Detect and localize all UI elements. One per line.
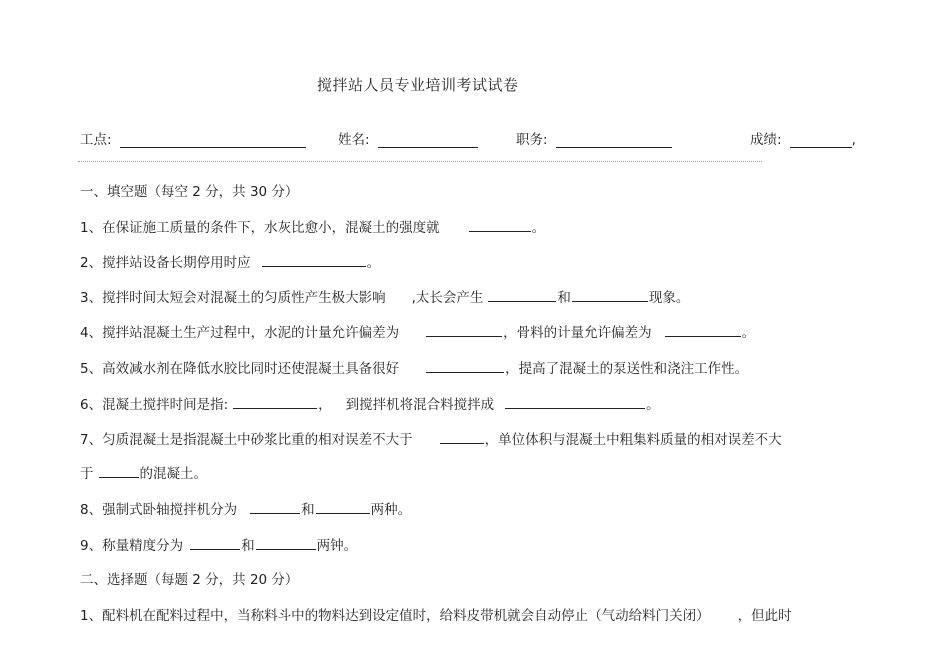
exam-header-fields	[0, 128, 950, 150]
question-1-2	[80, 251, 380, 271]
question-text: 两钟。	[316, 538, 358, 554]
site-field	[80, 128, 306, 148]
question-text: ，但此时	[737, 608, 792, 624]
question-text: 两种。	[370, 502, 412, 518]
question-text: 4、搅拌站混凝土生产过程中，水泥的计量允许偏差为	[80, 325, 400, 341]
name-field	[338, 128, 478, 148]
name-blank[interactable]	[378, 133, 478, 148]
question-text: 现象。	[648, 290, 690, 306]
question-text: 于	[80, 466, 94, 482]
section2-heading: 二、选择题（每题 2 分，共 20 分）	[80, 572, 299, 588]
answer-blank[interactable]	[572, 289, 648, 302]
question-text: 。	[531, 220, 546, 236]
question-text: 。	[646, 397, 660, 413]
exam-title: 搅拌站人员专业培训考试试卷	[317, 76, 519, 94]
question-text: ，骨料的计量允许偏差为	[503, 325, 652, 341]
question-text: 。	[366, 255, 381, 271]
site-blank[interactable]	[120, 133, 306, 148]
question-2-1	[80, 604, 792, 624]
question-text: 到搅拌机将混合料搅拌成	[345, 397, 495, 413]
answer-blank[interactable]	[233, 396, 317, 409]
question-text: 7、匀质混凝土是指混凝土中砂浆比重的相对误差不大于	[80, 432, 413, 448]
question-text: 1、配料机在配料过程中，当称料斗中的物料达到设定值时，给料皮带机就会自动停止（气动给料门关闭）	[80, 608, 710, 624]
site-label: 工点:	[80, 132, 112, 148]
question-1-3	[80, 286, 689, 306]
answer-blank[interactable]	[488, 289, 556, 302]
question-1-5	[80, 357, 748, 377]
answer-blank[interactable]	[256, 537, 316, 550]
score-blank[interactable]	[790, 133, 852, 148]
question-text: 和	[241, 538, 255, 554]
section1-heading: 一、填空题（每空 2 分，共 30 分）	[80, 184, 299, 200]
answer-blank[interactable]	[262, 254, 366, 267]
question-1-7-continued	[80, 462, 207, 482]
question-text: 的混凝土。	[139, 466, 207, 482]
answer-blank[interactable]	[665, 324, 741, 337]
question-text: ,太长会产生	[411, 290, 484, 306]
question-1-8	[80, 498, 411, 518]
question-1-9	[80, 534, 357, 554]
question-1-4	[80, 321, 755, 341]
question-text: 。	[741, 325, 756, 341]
answer-blank[interactable]	[99, 465, 139, 478]
question-text: ，提高了混凝土的泵送性和浇注工作性。	[505, 361, 749, 377]
question-text: 5、高效减水剂在降低水胶比同时还使混凝土具备很好	[80, 361, 400, 377]
question-text: 3、搅拌时间太短会对混凝土的匀质性产生极大影响	[80, 290, 386, 306]
position-blank[interactable]	[556, 133, 672, 148]
question-text: ，	[318, 397, 332, 413]
score-label: 成绩:	[750, 132, 782, 148]
question-text: 和	[557, 290, 571, 306]
header-divider	[78, 161, 762, 162]
question-text: 8、强制式卧轴搅拌机分为	[80, 502, 238, 518]
score-field	[750, 128, 856, 148]
score-trailing-mark: ,	[851, 132, 856, 148]
question-text: 和	[301, 502, 315, 518]
question-1-7	[80, 428, 782, 448]
question-text: 9、称量精度分为	[80, 538, 184, 554]
question-1-1	[80, 216, 545, 236]
position-label: 职务:	[516, 132, 548, 148]
answer-blank[interactable]	[505, 396, 645, 409]
question-text: 2、搅拌站设备长期停用时应	[80, 255, 251, 271]
name-label: 姓名:	[338, 132, 370, 148]
answer-blank[interactable]	[250, 501, 300, 514]
question-1-6	[80, 393, 660, 413]
question-text: 1、在保证施工质量的条件下，水灰比愈小，混凝土的强度就	[80, 220, 440, 236]
question-text: 6、混凝土搅拌时间是指:	[80, 397, 229, 413]
question-text: ，单位体积与混凝土中粗集料质量的相对误差不大	[484, 432, 782, 448]
answer-blank[interactable]	[426, 360, 504, 373]
answer-blank[interactable]	[440, 431, 484, 444]
answer-blank[interactable]	[190, 537, 240, 550]
answer-blank[interactable]	[469, 219, 531, 232]
answer-blank[interactable]	[316, 501, 370, 514]
position-field	[516, 128, 672, 148]
answer-blank[interactable]	[426, 324, 502, 337]
